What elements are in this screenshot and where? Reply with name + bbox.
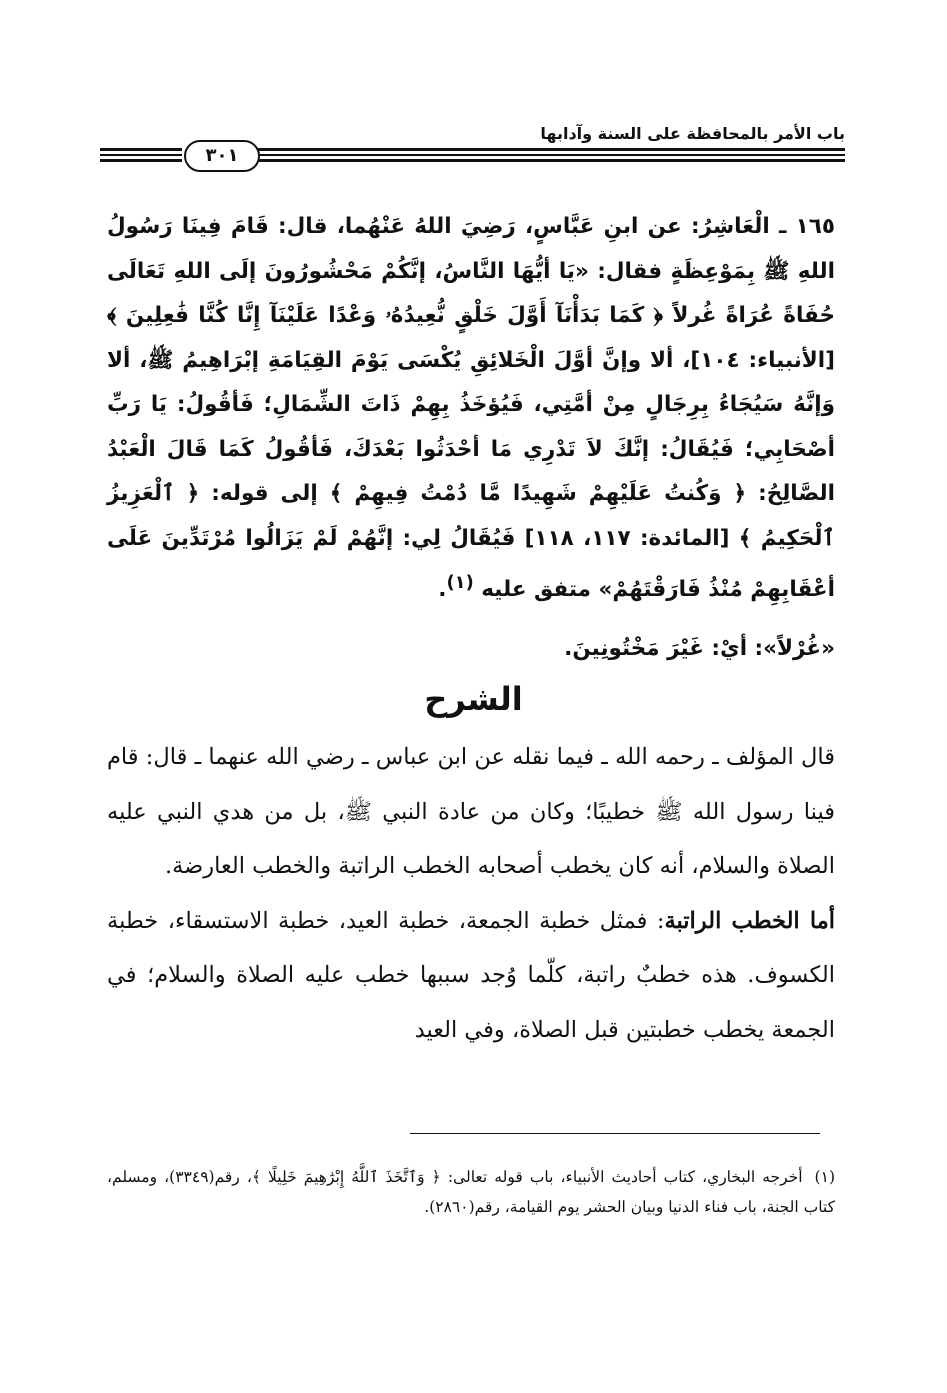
- hadith-end: .: [438, 577, 447, 603]
- hadith-body: ١٦٥ ـ الْعَاشِرُ: عن ابنِ عَبَّاسٍ، رَضِيَ اللهُ عَنْهُما، قال: قَامَ فِينَا رَسُولُ اللهِ ﷺ بِمَوْعِظَةٍ فقال: «يَا أيُّهَا النَّاسُ، إنَّكُمْ مَحْشُورُونَ إلَى اللهِ تَعَالَى حُفَاةً عُرَاةً غُرلاً ﴿ كَمَا بَدَأْنَآ أَوَّلَ خَلْقٍ نُّعِيدُهُۥ وَعْدًا عَلَيْنَآ إِنَّا كُنَّا فَٰعِلِينَ ﴾ [الأنبياء: ١٠٤]، ألا وإنَّ أوَّلَ الْخَلائِقِ يُكْسَى يَوْمَ القِيَامَةِ إبْرَاهِيمُ ﷺ، ألا وَإنَّهُ سَيُجَاءُ بِرِجَالٍ مِنْ أمَّتِي، فَيُؤخَذُ بِهِمْ ذَاتَ الشِّمَالِ؛ فَأقُولُ: يَا رَبِّ أصْحَابِي؛ فَيُقَالُ: إنَّكَ لاَ تَدْرِي مَا أحْدَثُوا بَعْدَكَ، فَأقُولُ كَمَا قَالَ الْعَبْدُ الصَّالِحُ: ﴿ وَكُنتُ عَلَيْهِمْ شَهِيدًا مَّا دُمْتُ فِيهِمْ ﴾ إلى قوله: ﴿ ٱلْعَزِيزُ ٱلْحَكِيمُ ﴾ [المائدة: ١١٧، ١١٨] فَيُقَالُ لِي: إنَّهُمْ لَمْ يَزَالُوا مُرْتَدِّينَ عَلَى أعْقَابِهِمْ مُنْذُ فَارَقْتَهُمْ» متفق عليه: [107, 214, 836, 603]
- page-number: ٣٠١: [184, 140, 260, 172]
- commentary: [107, 730, 835, 1057]
- hadith-paragraph: [107, 205, 835, 613]
- footnote-paragraph: [107, 1162, 835, 1222]
- footnote-separator: [410, 1133, 820, 1134]
- section-title: الشرح: [424, 680, 523, 718]
- chapter-title: باب الأمر بالمحافظة على السنة وآدابها: [540, 124, 845, 143]
- header-rule: [257, 148, 845, 151]
- footnote-mark: (١): [814, 1168, 835, 1186]
- header-rule: [100, 148, 182, 151]
- footnote-text: أخرجه البخاري، كتاب أحاديث الأنبياء، باب قوله تعالى: ﴿ وَٱتَّخَذَ ٱللَّهُ إِبْرَٰهِيمَ خَلِيلًا ﴾، رقم(٣٣٤٩)، ومسلم، كتاب الجنة، باب فناء الدنيا وبيان الحشر يوم القيامة، رقم(٢٨٦٠).: [107, 1168, 835, 1216]
- commentary-paragraph: قال المؤلف ـ رحمه الله ـ فيما نقله عن ابن عباس ـ رضي الله عنهما ـ قال: قام فينا رسول الله ﷺ خطيبًا؛ وكان من عادة النبي ﷺ، بل من هدي النبي عليه الصلاة والسلام، أنه كان يخطب أصحابه الخطب الراتبة والخطب العارضة.: [107, 744, 835, 879]
- paragraph-text: : فمثل خطبة الجمعة، خطبة العيد، خطبة الاستسقاء، خطبة الكسوف. هذه خطبٌ راتبة، كلّما وُجد سببها خطب عليه الصلاة والسلام؛ في الجمعة يخطب خطبتين قبل الصلاة، وفي العيد: [107, 907, 835, 1043]
- header-rule: [100, 154, 182, 156]
- running-header: [100, 118, 845, 166]
- commentary-paragraph: [107, 894, 835, 1058]
- header-rule: [257, 154, 845, 156]
- header-rule: [257, 159, 845, 162]
- word-gloss: «غُرْلاً»: أيْ: غَيْرَ مَخْتُونِينَ.: [564, 636, 835, 661]
- header-rule: [100, 159, 182, 162]
- footnote-reference: (١): [446, 572, 474, 593]
- footnote: [107, 1162, 835, 1222]
- paragraph-lead: أما الخطب الراتبة: [664, 907, 835, 934]
- hadith-text: [107, 205, 835, 613]
